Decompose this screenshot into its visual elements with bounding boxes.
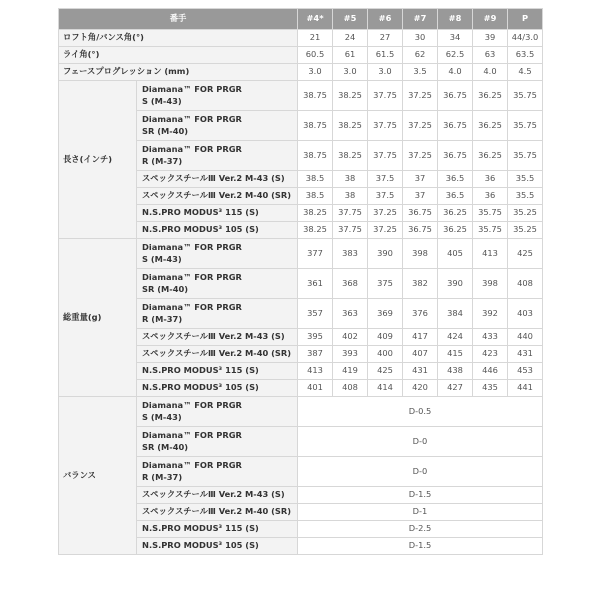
- shaft-flex-line: S (M-43): [142, 95, 182, 106]
- value-cell: 440: [508, 329, 543, 346]
- value-cell: 36.75: [403, 222, 438, 239]
- shaft-name: N.S.PRO MODUS³ 115 (S): [137, 521, 298, 538]
- shaft-flex-line: SR (M-40): [142, 283, 189, 294]
- value-cell: 35.25: [508, 222, 543, 239]
- value-cell: 384: [438, 299, 473, 329]
- value-cell: 36.25: [473, 141, 508, 171]
- shaft-name: [137, 299, 298, 329]
- value-cell: 382: [403, 269, 438, 299]
- column-header: #7: [403, 9, 438, 30]
- column-header: #8: [438, 9, 473, 30]
- shaft-name: [137, 141, 298, 171]
- spec-row: [59, 30, 543, 47]
- shaft-name-line: Diamana™ FOR PRGR: [142, 429, 242, 440]
- row-label: ライ角(°): [59, 47, 298, 64]
- value-cell: 38.5: [298, 188, 333, 205]
- spec-row: [59, 397, 543, 427]
- value-cell: 34: [438, 30, 473, 47]
- shaft-name: スペックスチールⅢ Ver.2 M-40 (SR): [137, 346, 298, 363]
- value-cell: 36: [473, 188, 508, 205]
- value-cell: 35.5: [508, 188, 543, 205]
- shaft-name: N.S.PRO MODUS³ 115 (S): [137, 205, 298, 222]
- value-cell: 35.75: [473, 205, 508, 222]
- value-cell: 35.25: [508, 205, 543, 222]
- value-cell: 441: [508, 380, 543, 397]
- value-cell: 21: [298, 30, 333, 47]
- value-cell: 400: [368, 346, 403, 363]
- shaft-name-line: Diamana™ FOR PRGR: [142, 83, 242, 94]
- value-cell: 38.75: [298, 111, 333, 141]
- shaft-name: N.S.PRO MODUS³ 105 (S): [137, 380, 298, 397]
- shaft-name: スペックスチールⅢ Ver.2 M-43 (S): [137, 329, 298, 346]
- value-cell: 387: [298, 346, 333, 363]
- column-header: #5: [333, 9, 368, 30]
- value-cell: 37: [403, 171, 438, 188]
- shaft-flex-line: SR (M-40): [142, 125, 189, 136]
- value-cell: 409: [368, 329, 403, 346]
- spec-table: [58, 8, 543, 555]
- value-cell: 446: [473, 363, 508, 380]
- value-cell: 36.75: [403, 205, 438, 222]
- value-cell: 413: [473, 239, 508, 269]
- value-cell: 37.75: [368, 111, 403, 141]
- value-cell: 435: [473, 380, 508, 397]
- shaft-name: [137, 269, 298, 299]
- value-cell: 376: [403, 299, 438, 329]
- value-cell: 407: [403, 346, 438, 363]
- shaft-flex-line: S (M-43): [142, 253, 182, 264]
- value-cell: 408: [508, 269, 543, 299]
- value-cell: 37.25: [368, 205, 403, 222]
- value-cell: 390: [438, 269, 473, 299]
- shaft-name: N.S.PRO MODUS³ 105 (S): [137, 538, 298, 555]
- value-cell: 36.5: [438, 188, 473, 205]
- value-cell: 392: [473, 299, 508, 329]
- value-cell: 38.25: [333, 111, 368, 141]
- value-cell: 24: [333, 30, 368, 47]
- group-label: 総重量(g): [59, 239, 137, 397]
- value-cell: 357: [298, 299, 333, 329]
- shaft-name: スペックスチールⅢ Ver.2 M-43 (S): [137, 487, 298, 504]
- value-cell: 38: [333, 171, 368, 188]
- shaft-name: [137, 81, 298, 111]
- shaft-name-line: Diamana™ FOR PRGR: [142, 459, 242, 470]
- shaft-name: N.S.PRO MODUS³ 105 (S): [137, 222, 298, 239]
- value-cell: 427: [438, 380, 473, 397]
- balance-value: D-1.5: [298, 538, 543, 555]
- shaft-flex-line: SR (M-40): [142, 441, 189, 452]
- value-cell: 35.5: [508, 171, 543, 188]
- value-cell: 37.5: [368, 171, 403, 188]
- row-label: ロフト角/バンス角(°): [59, 30, 298, 47]
- value-cell: 37.5: [368, 188, 403, 205]
- value-cell: 35.75: [473, 222, 508, 239]
- column-header: #9: [473, 9, 508, 30]
- shaft-name-line: Diamana™ FOR PRGR: [142, 301, 242, 312]
- value-cell: 38.5: [298, 171, 333, 188]
- value-cell: 38: [333, 188, 368, 205]
- value-cell: 38.25: [298, 205, 333, 222]
- value-cell: 431: [508, 346, 543, 363]
- value-cell: 38.75: [298, 141, 333, 171]
- shaft-flex-line: R (M-37): [142, 313, 183, 324]
- value-cell: 408: [333, 380, 368, 397]
- shaft-name: スペックスチールⅢ Ver.2 M-40 (SR): [137, 504, 298, 521]
- shaft-name: [137, 239, 298, 269]
- shaft-flex-line: R (M-37): [142, 155, 183, 166]
- value-cell: 4.0: [438, 64, 473, 81]
- value-cell: 425: [368, 363, 403, 380]
- value-cell: 3.5: [403, 64, 438, 81]
- value-cell: 398: [473, 269, 508, 299]
- value-cell: 398: [403, 239, 438, 269]
- value-cell: 402: [333, 329, 368, 346]
- balance-value: D-0: [298, 427, 543, 457]
- group-label: 長さ(インチ): [59, 81, 137, 239]
- value-cell: 377: [298, 239, 333, 269]
- column-header: P: [508, 9, 543, 30]
- value-cell: 37.25: [403, 81, 438, 111]
- shaft-name-line: Diamana™ FOR PRGR: [142, 241, 242, 252]
- spec-row: [59, 239, 543, 269]
- value-cell: 39: [473, 30, 508, 47]
- value-cell: 61.5: [368, 47, 403, 64]
- value-cell: 3.0: [368, 64, 403, 81]
- value-cell: 27: [368, 30, 403, 47]
- value-cell: 35.75: [508, 81, 543, 111]
- value-cell: 423: [473, 346, 508, 363]
- value-cell: 62.5: [438, 47, 473, 64]
- value-cell: 393: [333, 346, 368, 363]
- header-row: [59, 9, 543, 30]
- spec-row: [59, 81, 543, 111]
- value-cell: 438: [438, 363, 473, 380]
- value-cell: 60.5: [298, 47, 333, 64]
- spec-row: [59, 47, 543, 64]
- value-cell: 37.75: [368, 81, 403, 111]
- value-cell: 4.5: [508, 64, 543, 81]
- shaft-name: N.S.PRO MODUS³ 115 (S): [137, 363, 298, 380]
- shaft-name: [137, 457, 298, 487]
- value-cell: 38.25: [333, 81, 368, 111]
- value-cell: 424: [438, 329, 473, 346]
- value-cell: 383: [333, 239, 368, 269]
- value-cell: 419: [333, 363, 368, 380]
- value-cell: 36: [473, 171, 508, 188]
- column-header: #6: [368, 9, 403, 30]
- value-cell: 36.75: [438, 81, 473, 111]
- value-cell: 36.75: [438, 111, 473, 141]
- balance-value: D-1: [298, 504, 543, 521]
- value-cell: 405: [438, 239, 473, 269]
- value-cell: 37.25: [368, 222, 403, 239]
- shaft-name-line: Diamana™ FOR PRGR: [142, 143, 242, 154]
- group-label: バランス: [59, 397, 137, 555]
- value-cell: 38.25: [298, 222, 333, 239]
- column-header: #4*: [298, 9, 333, 30]
- value-cell: 3.0: [298, 64, 333, 81]
- value-cell: 38.25: [333, 141, 368, 171]
- value-cell: 36.25: [438, 222, 473, 239]
- value-cell: 425: [508, 239, 543, 269]
- value-cell: 420: [403, 380, 438, 397]
- value-cell: 415: [438, 346, 473, 363]
- value-cell: 414: [368, 380, 403, 397]
- value-cell: 395: [298, 329, 333, 346]
- value-cell: 363: [333, 299, 368, 329]
- value-cell: 61: [333, 47, 368, 64]
- value-cell: 431: [403, 363, 438, 380]
- value-cell: 417: [403, 329, 438, 346]
- value-cell: 37.25: [403, 111, 438, 141]
- balance-value: D-2.5: [298, 521, 543, 538]
- balance-value: D-1.5: [298, 487, 543, 504]
- value-cell: 63: [473, 47, 508, 64]
- row-label: フェースプログレッション (mm): [59, 64, 298, 81]
- value-cell: 30: [403, 30, 438, 47]
- value-cell: 44/3.0: [508, 30, 543, 47]
- value-cell: 37.75: [333, 222, 368, 239]
- value-cell: 63.5: [508, 47, 543, 64]
- value-cell: 3.0: [333, 64, 368, 81]
- value-cell: 403: [508, 299, 543, 329]
- value-cell: 368: [333, 269, 368, 299]
- shaft-name: スペックスチールⅢ Ver.2 M-43 (S): [137, 171, 298, 188]
- value-cell: 35.75: [508, 111, 543, 141]
- shaft-name: [137, 427, 298, 457]
- value-cell: 37.75: [368, 141, 403, 171]
- spec-row: [59, 64, 543, 81]
- club-number-header: 番手: [59, 9, 298, 30]
- value-cell: 36.5: [438, 171, 473, 188]
- shaft-name-line: Diamana™ FOR PRGR: [142, 113, 242, 124]
- shaft-name-line: Diamana™ FOR PRGR: [142, 271, 242, 282]
- balance-value: D-0: [298, 457, 543, 487]
- shaft-name: [137, 111, 298, 141]
- value-cell: 38.75: [298, 81, 333, 111]
- value-cell: 413: [298, 363, 333, 380]
- value-cell: 4.0: [473, 64, 508, 81]
- value-cell: 361: [298, 269, 333, 299]
- value-cell: 36.75: [438, 141, 473, 171]
- value-cell: 37.75: [333, 205, 368, 222]
- value-cell: 36.25: [473, 81, 508, 111]
- shaft-flex-line: S (M-43): [142, 411, 182, 422]
- value-cell: 36.25: [438, 205, 473, 222]
- value-cell: 36.25: [473, 111, 508, 141]
- value-cell: 369: [368, 299, 403, 329]
- balance-value: D-0.5: [298, 397, 543, 427]
- value-cell: 35.75: [508, 141, 543, 171]
- value-cell: 433: [473, 329, 508, 346]
- value-cell: 62: [403, 47, 438, 64]
- shaft-name: [137, 397, 298, 427]
- value-cell: 37: [403, 188, 438, 205]
- value-cell: 375: [368, 269, 403, 299]
- value-cell: 401: [298, 380, 333, 397]
- shaft-name: スペックスチールⅢ Ver.2 M-40 (SR): [137, 188, 298, 205]
- value-cell: 390: [368, 239, 403, 269]
- value-cell: 37.25: [403, 141, 438, 171]
- shaft-flex-line: R (M-37): [142, 471, 183, 482]
- shaft-name-line: Diamana™ FOR PRGR: [142, 399, 242, 410]
- value-cell: 453: [508, 363, 543, 380]
